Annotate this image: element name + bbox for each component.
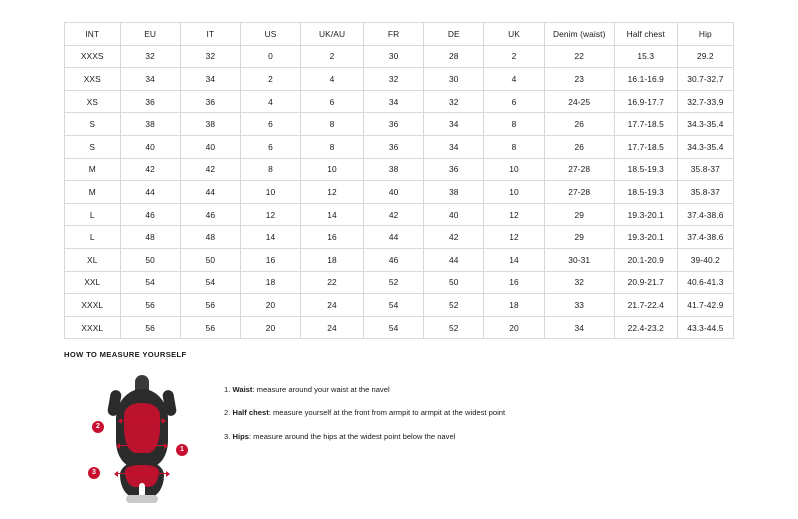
cell-uk: 18 — [484, 294, 544, 317]
cell-int: XXXL — [65, 294, 121, 317]
cell-eu: 42 — [120, 158, 180, 181]
cell-de: 30 — [424, 68, 484, 91]
cell-denim-waist: 33 — [544, 294, 614, 317]
cell-uk: 12 — [484, 226, 544, 249]
size-chart — [64, 22, 734, 339]
waist-measure-arrow-icon — [120, 445, 164, 446]
cell-hip: 30.7-32.7 — [677, 68, 733, 91]
mannequin-diagram — [64, 371, 224, 506]
cell-de: 44 — [424, 248, 484, 271]
cell-uk: 4 — [484, 68, 544, 91]
cell-uk-au: 16 — [301, 226, 364, 249]
cell-uk-au: 4 — [301, 68, 364, 91]
cell-uk-au: 18 — [301, 248, 364, 271]
measure-note-term: Hips — [232, 431, 249, 441]
cell-uk-au: 24 — [301, 316, 364, 339]
table-row — [65, 203, 734, 226]
measure-note-half-chest — [224, 408, 744, 418]
table-row — [65, 316, 734, 339]
column-header-half-chest: Half chest — [614, 23, 677, 46]
cell-eu: 56 — [120, 294, 180, 317]
cell-half-chest: 16.1-16.9 — [614, 68, 677, 91]
cell-int: XXXL — [65, 316, 121, 339]
cell-denim-waist: 23 — [544, 68, 614, 91]
cell-uk: 12 — [484, 203, 544, 226]
cell-uk-au: 10 — [301, 158, 364, 181]
table-row — [65, 113, 734, 136]
cell-de: 32 — [424, 90, 484, 113]
column-header-fr: FR — [364, 23, 424, 46]
cell-eu: 56 — [120, 316, 180, 339]
cell-uk: 14 — [484, 248, 544, 271]
cell-hip: 40.6-41.3 — [677, 271, 733, 294]
cell-uk-au: 2 — [301, 45, 364, 68]
cell-half-chest: 22.4-23.2 — [614, 316, 677, 339]
table-row — [65, 45, 734, 68]
cell-denim-waist: 24-25 — [544, 90, 614, 113]
table-row — [65, 271, 734, 294]
cell-de: 42 — [424, 226, 484, 249]
column-header-int: INT — [65, 23, 121, 46]
cell-half-chest: 19.3-20.1 — [614, 203, 677, 226]
cell-us: 2 — [240, 68, 300, 91]
cell-int: L — [65, 226, 121, 249]
cell-fr: 36 — [364, 135, 424, 158]
cell-fr: 38 — [364, 158, 424, 181]
cell-de: 34 — [424, 135, 484, 158]
column-header-uk-au: UK/AU — [301, 23, 364, 46]
cell-de: 36 — [424, 158, 484, 181]
cell-it: 36 — [180, 90, 240, 113]
cell-us: 20 — [240, 294, 300, 317]
table-row — [65, 181, 734, 204]
cell-fr: 52 — [364, 271, 424, 294]
badge-hips: 3 — [88, 467, 100, 479]
cell-us: 8 — [240, 158, 300, 181]
cell-half-chest: 21.7-22.4 — [614, 294, 677, 317]
cell-uk: 6 — [484, 90, 544, 113]
cell-fr: 54 — [364, 316, 424, 339]
cell-fr: 46 — [364, 248, 424, 271]
size-table-body — [65, 45, 734, 339]
cell-half-chest: 20.1-20.9 — [614, 248, 677, 271]
measure-note-number: 1. — [224, 385, 231, 394]
how-to-measure-body — [64, 371, 744, 506]
badge-waist: 1 — [176, 444, 188, 456]
measure-note-term: Waist — [232, 385, 253, 394]
cell-it: 40 — [180, 135, 240, 158]
cell-denim-waist: 32 — [544, 271, 614, 294]
cell-half-chest: 17.7-18.5 — [614, 113, 677, 136]
cell-it: 44 — [180, 181, 240, 204]
cell-int: L — [65, 203, 121, 226]
mannequin-base — [126, 495, 158, 503]
cell-denim-waist: 29 — [544, 203, 614, 226]
cell-denim-waist: 27-28 — [544, 158, 614, 181]
measure-note-hips — [224, 432, 744, 442]
badge-half-chest: 2 — [92, 421, 104, 433]
measure-note-number: 3. — [224, 431, 231, 441]
cell-int: XS — [65, 90, 121, 113]
cell-uk: 16 — [484, 271, 544, 294]
cell-fr: 30 — [364, 45, 424, 68]
table-row — [65, 248, 734, 271]
cell-uk-au: 14 — [301, 203, 364, 226]
table-row — [65, 294, 734, 317]
cell-int: XXS — [65, 68, 121, 91]
cell-hip: 43.3-44.5 — [677, 316, 733, 339]
cell-us: 18 — [240, 271, 300, 294]
cell-denim-waist: 34 — [544, 316, 614, 339]
cell-it: 42 — [180, 158, 240, 181]
cell-de: 52 — [424, 294, 484, 317]
cell-de: 38 — [424, 181, 484, 204]
cell-it: 48 — [180, 226, 240, 249]
cell-eu: 34 — [120, 68, 180, 91]
size-table-head — [65, 23, 734, 46]
cell-hip: 37.4-38.6 — [677, 226, 733, 249]
cell-us: 20 — [240, 316, 300, 339]
cell-half-chest: 17.7-18.5 — [614, 135, 677, 158]
cell-us: 10 — [240, 181, 300, 204]
measure-note-text: : measure around the hips at the widest point below the navel — [248, 431, 456, 441]
cell-us: 6 — [240, 135, 300, 158]
cell-hip: 34.3-35.4 — [677, 135, 733, 158]
cell-eu: 50 — [120, 248, 180, 271]
cell-us: 4 — [240, 90, 300, 113]
cell-us: 12 — [240, 203, 300, 226]
cell-uk: 20 — [484, 316, 544, 339]
cell-denim-waist: 26 — [544, 113, 614, 136]
cell-eu: 38 — [120, 113, 180, 136]
cell-hip: 41.7-42.9 — [677, 294, 733, 317]
cell-de: 52 — [424, 316, 484, 339]
cell-hip: 35.8-37 — [677, 181, 733, 204]
cell-half-chest: 18.5-19.3 — [614, 158, 677, 181]
cell-eu: 48 — [120, 226, 180, 249]
table-row — [65, 226, 734, 249]
cell-it: 46 — [180, 203, 240, 226]
table-row — [65, 90, 734, 113]
cell-int: XL — [65, 248, 121, 271]
cell-int: M — [65, 158, 121, 181]
cell-fr: 54 — [364, 294, 424, 317]
cell-uk-au: 24 — [301, 294, 364, 317]
column-header-denim-waist: Denim (waist) — [544, 23, 614, 46]
cell-it: 34 — [180, 68, 240, 91]
measure-note-text: : measure around your waist at the navel — [252, 385, 390, 394]
cell-fr: 36 — [364, 113, 424, 136]
mannequin-figure-icon — [106, 373, 178, 505]
cell-uk: 10 — [484, 181, 544, 204]
cell-int: XXXS — [65, 45, 121, 68]
cell-eu: 36 — [120, 90, 180, 113]
cell-int: S — [65, 113, 121, 136]
cell-us: 6 — [240, 113, 300, 136]
cell-denim-waist: 29 — [544, 226, 614, 249]
column-header-eu: EU — [120, 23, 180, 46]
cell-eu: 40 — [120, 135, 180, 158]
cell-eu: 54 — [120, 271, 180, 294]
cell-fr: 32 — [364, 68, 424, 91]
cell-hip: 29.2 — [677, 45, 733, 68]
cell-half-chest: 18.5-19.3 — [614, 181, 677, 204]
cell-it: 32 — [180, 45, 240, 68]
half-chest-measure-arrow-icon — [122, 420, 162, 421]
column-header-uk: UK — [484, 23, 544, 46]
cell-fr: 44 — [364, 226, 424, 249]
cell-hip: 34.3-35.4 — [677, 113, 733, 136]
cell-half-chest: 16.9-17.7 — [614, 90, 677, 113]
how-to-measure-section — [64, 350, 744, 506]
cell-uk-au: 8 — [301, 113, 364, 136]
table-row — [65, 158, 734, 181]
cell-int: M — [65, 181, 121, 204]
cell-de: 40 — [424, 203, 484, 226]
measure-note-text: : measure yourself at the front from armpit to armpit at the widest point — [268, 408, 506, 418]
cell-half-chest: 15.3 — [614, 45, 677, 68]
cell-eu: 46 — [120, 203, 180, 226]
table-header-row — [65, 23, 734, 46]
cell-int: S — [65, 135, 121, 158]
cell-uk-au: 8 — [301, 135, 364, 158]
cell-uk-au: 6 — [301, 90, 364, 113]
cell-it: 56 — [180, 294, 240, 317]
measure-note-number: 2. — [224, 408, 231, 418]
column-header-de: DE — [424, 23, 484, 46]
cell-it: 38 — [180, 113, 240, 136]
cell-denim-waist: 26 — [544, 135, 614, 158]
cell-us: 0 — [240, 45, 300, 68]
table-row — [65, 135, 734, 158]
cell-us: 16 — [240, 248, 300, 271]
cell-eu: 44 — [120, 181, 180, 204]
column-header-hip: Hip — [677, 23, 733, 46]
cell-denim-waist: 30-31 — [544, 248, 614, 271]
cell-it: 50 — [180, 248, 240, 271]
cell-hip: 35.8-37 — [677, 158, 733, 181]
cell-uk: 8 — [484, 113, 544, 136]
cell-half-chest: 20.9-21.7 — [614, 271, 677, 294]
cell-hip: 32.7-33.9 — [677, 90, 733, 113]
column-header-us: US — [240, 23, 300, 46]
cell-uk: 2 — [484, 45, 544, 68]
cell-fr: 34 — [364, 90, 424, 113]
cell-de: 50 — [424, 271, 484, 294]
measure-note-term: Half chest — [232, 408, 269, 418]
cell-denim-waist: 22 — [544, 45, 614, 68]
cell-uk-au: 12 — [301, 181, 364, 204]
cell-us: 14 — [240, 226, 300, 249]
cell-eu: 32 — [120, 45, 180, 68]
cell-it: 56 — [180, 316, 240, 339]
column-header-it: IT — [180, 23, 240, 46]
how-to-measure-title: HOW TO MEASURE YOURSELF — [64, 350, 187, 359]
cell-it: 54 — [180, 271, 240, 294]
cell-de: 28 — [424, 45, 484, 68]
cell-fr: 42 — [364, 203, 424, 226]
size-table — [64, 22, 734, 339]
table-row — [65, 68, 734, 91]
cell-uk-au: 22 — [301, 271, 364, 294]
cell-denim-waist: 27-28 — [544, 181, 614, 204]
hip-measure-arrow-icon — [118, 473, 166, 474]
measure-note-waist — [224, 385, 744, 395]
cell-half-chest: 19.3-20.1 — [614, 226, 677, 249]
cell-fr: 40 — [364, 181, 424, 204]
cell-de: 34 — [424, 113, 484, 136]
cell-hip: 39-40.2 — [677, 248, 733, 271]
cell-uk: 8 — [484, 135, 544, 158]
measure-notes-list — [224, 371, 744, 455]
cell-int: XXL — [65, 271, 121, 294]
cell-hip: 37.4-38.6 — [677, 203, 733, 226]
cell-uk: 10 — [484, 158, 544, 181]
